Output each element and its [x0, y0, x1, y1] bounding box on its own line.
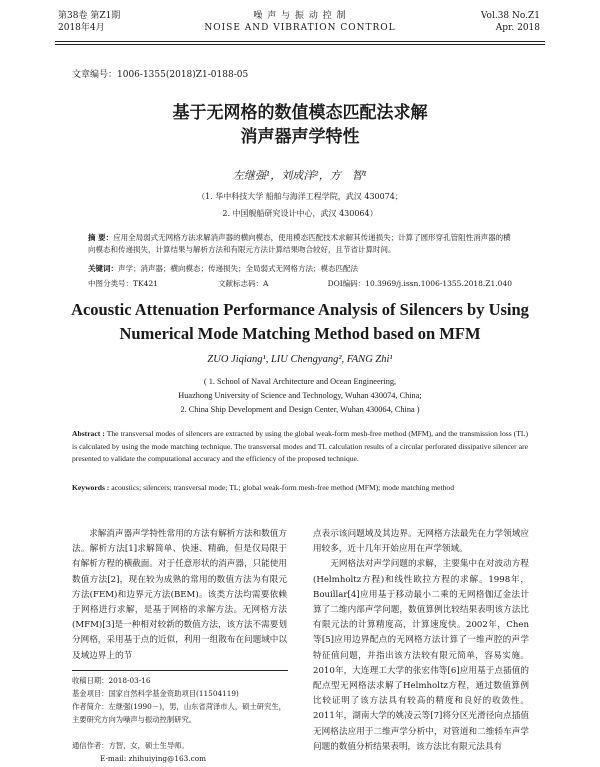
- article-number: 文章编号：1006-1355(2018)Z1-0188-05: [72, 70, 249, 80]
- header-right: [481, 10, 540, 34]
- footnote-contact: 通信作者：方智，女，硕士生导师。: [72, 741, 189, 750]
- header-rule-thin: [55, 44, 545, 45]
- abstract-en: [72, 428, 528, 466]
- keywords-en-label: Keywords :: [72, 483, 110, 492]
- abstract-en-text: The transversal modes of silencers are extracted by using the global weak-form mesh-free method (MFM), and the transmission loss (TL) is calculated by using the mode matching technique. The transversal modes and TL calculation results of a circular perforated dissipative silencer are presented to validate the computational accuracy and the efficiency of the proposed technique.: [72, 429, 529, 463]
- footnote-rule: [72, 670, 288, 671]
- keywords-en: [72, 482, 528, 495]
- authors-cn: 左继强¹，刘成洋²，方 智¹: [232, 169, 368, 182]
- abstract-cn-text: 应用全局弱式无网格方法求解消声器的横向模态，使用模态匹配技术求解其传递损失；计算了圆形穿孔管阻性消声器的横向模态和传递损失，计算结果与解析方法和有限元方法计算结果吻合较好，且节省计算时间。: [88, 233, 511, 254]
- body-right-paragraph-2: 无网格法对声学问题的求解，主要集中在对波动方程(Helmholtz方程)和线性欧拉方程的求解。1998年，Bouillar[4]应用基于移动最小二乘的无网格伽辽金法计算了二维内部声学问题，数值算例比较结果表明该方法比有限元法的计算精度高，计算速度快。2002年，Chen等[5]应用边界配点的无网格方法计算了一维声腔的声学特征值问题，并指出该方法较有限元简单，容易实施。2010年，大连理工大学的张宏伟等[6]应用基于点插值的配点型无网格法求解了Helmholtz方程，通过数值算例比较证明了该方法具有较高的精度和良好的收敛性。2011年，湖南大学的姚凌云等[7]将分区光滑径向点插值无网格法应用于二维声学分析中，对管道和二维轿车声学问题的数值分析结果表明，该方法比有限元法具有: [313, 559, 529, 752]
- keywords-en-text: acoustics; silencers; transversal mode; TL; global weak-form mesh-free method (MFM); mode matching method: [111, 483, 455, 492]
- affiliation-en-2: Huazhong University of Science and Technology, Wuhan 430074, China;: [178, 391, 422, 400]
- body-right-paragraph-1: 点表示该问题域及其边界。无网格方法最先在力学领域应用较多，近十几年开始应用在声学领域。: [313, 529, 529, 555]
- doi: DOI编码：10.3969/j.issn.1006-1355.2018.Z1.040: [327, 279, 512, 288]
- abstract-en-label: Abstract :: [72, 429, 105, 438]
- volume-issue-cn: 第38卷 第Z1期: [58, 11, 121, 21]
- affiliation-en-1: ( 1. School of Naval Architecture and Ocean Engineering,: [203, 377, 397, 386]
- affiliation-cn-1: （1. 华中科技大学 船舶与海洋工程学院，武汉 430074；: [197, 192, 403, 201]
- footnote-fund: 基金项目：国家自然科学基金资助项目(11504119): [72, 689, 239, 698]
- document-code: 文献标志码：A: [218, 279, 269, 288]
- date-cn: 2018年4月: [58, 23, 105, 33]
- header-rule-thick: [55, 41, 545, 42]
- footnote-email: E-mail: zhihuiying@163.com: [100, 754, 207, 763]
- running-header: [0, 0, 600, 45]
- date-en: Apr. 2018: [495, 23, 540, 33]
- footnote-author: 作者简介：左继强(1990－)，男，山东省菏泽市人，硕士研究生，主要研究方向为噪声与振动控制研究。: [72, 702, 286, 724]
- volume-issue-en: Vol.38 No.Z1: [480, 11, 540, 21]
- keywords-cn-text: 声学；消声器；横向模态；传递损失；全局弱式无网格方法；模态匹配法: [118, 264, 358, 273]
- title-en-line1: Acoustic Attenuation Performance Analysis of Silencers by Using: [71, 300, 529, 319]
- body-column-right: [313, 527, 529, 763]
- abstract-cn-label: 摘 要：: [88, 233, 114, 242]
- keywords-cn: [88, 263, 512, 275]
- journal-name-cn: 噪 声 与 振 动 控 制: [253, 11, 347, 21]
- affiliation-en-3: 2. China Ship Development and Design Center, Wuhan 430064, China ): [180, 405, 420, 414]
- title-cn-line2: 消声器声学特性: [240, 127, 360, 147]
- affiliation-cn-2: 2. 中国舰船研究设计中心，武汉 430064）: [222, 209, 378, 218]
- authors-en: ZUO Jiqiang¹, LIU Chengyang², FANG Zhi¹: [207, 354, 393, 365]
- title-en-line2: Numerical Mode Matching Method based on MFM: [119, 324, 481, 343]
- clc-number: 中图分类号：TK421: [88, 279, 158, 288]
- journal-name-en: NOISE AND VIBRATION CONTROL: [204, 23, 396, 33]
- footnote-received: 收稿日期：2018-03-16: [72, 676, 151, 685]
- title-cn-line1: 基于无网格的数值模态匹配法求解: [172, 103, 428, 123]
- keywords-cn-label: 关键词：: [88, 264, 118, 273]
- body-column-left: [72, 527, 287, 667]
- body-left-paragraph-1: 求解消声器声学特性常用的方法有解析方法和数值方法。解析方法[1]求解简单、快速、精确，但是仅局限于有解析方程的横截面。对于任意形状的消声器，只能使用数值方法[2]，现在较为成熟的常用的数值方法为有限元方法(FEM)和边界元方法(BEM)。该类方法均需要依赖于网格进行求解，是基于网格的求解方法。无网格方法(MFM)[3]是一种相对较新的数值方法，该方法不需要划分网格，采用基于点的近似，利用一组散布在问题域中以及域边界上的节: [72, 529, 287, 661]
- abstract-cn: [88, 232, 512, 256]
